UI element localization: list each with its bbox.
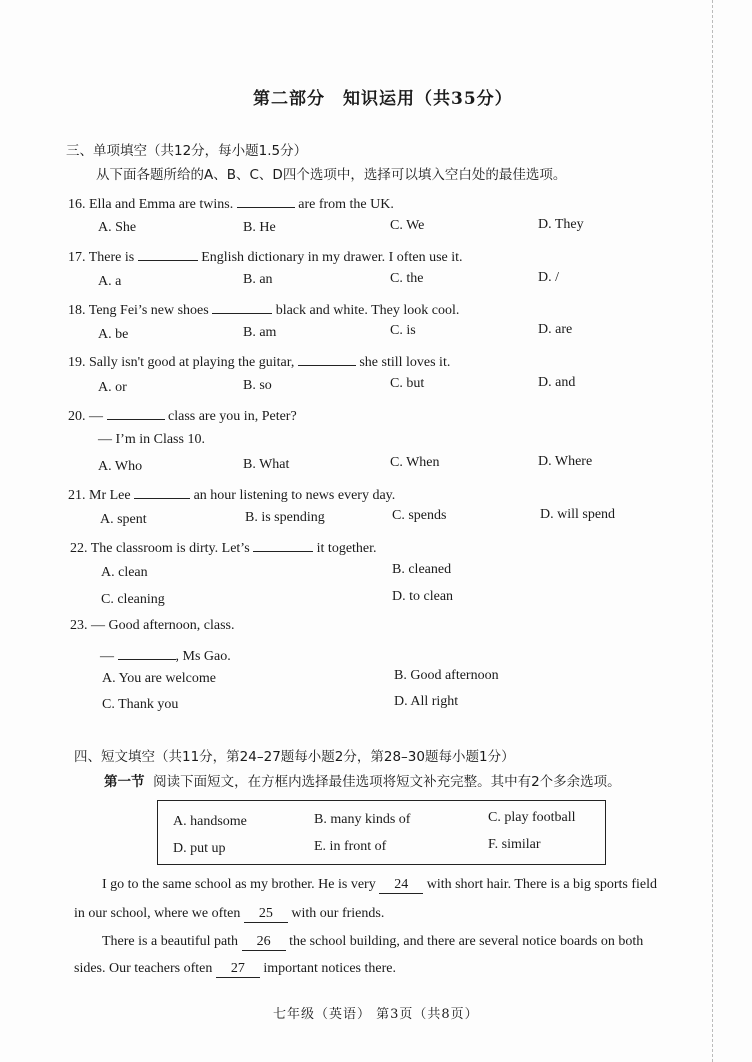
numbered-blank-27: 27: [216, 961, 260, 978]
question-text-pre: Sally isn't good at playing the guitar,: [89, 355, 298, 370]
option-b: B. so: [243, 378, 272, 393]
question-text-post: class are you in, Peter?: [164, 409, 297, 424]
option-c: C. cleaning: [101, 592, 165, 607]
passage-text: sides. Our teachers often: [74, 961, 216, 976]
box-option-e: E. in front of: [314, 839, 387, 854]
question-18: [68, 299, 459, 319]
question-text-pre: Teng Fei’s new shoes: [88, 303, 213, 318]
passage-text: with short hair. There is a big sports field: [423, 877, 658, 892]
numbered-blank-24: 24: [379, 877, 423, 894]
option-c: C. but: [390, 376, 425, 391]
passage-text: the school building, and there are several notice boards on both: [285, 934, 644, 949]
answer-blank: [298, 351, 356, 366]
answer-blank: [134, 484, 190, 499]
question-number: 19.: [68, 355, 86, 370]
question-text-post: English dictionary in my drawer. I often use it.: [197, 250, 463, 265]
question-number: 16.: [68, 197, 86, 212]
option-d: D. and: [538, 375, 576, 390]
dialogue-reply: [100, 645, 231, 665]
section3-instruction: 从下面各题所给的A、B、C、D四个选项中，选择可以填入空白处的最佳选项。: [96, 167, 567, 183]
reply-pre: —: [100, 649, 118, 664]
question-text-post: an hour listening to news every day.: [190, 488, 396, 503]
question-19: [68, 351, 450, 371]
question-22: [70, 537, 377, 557]
option-a: A. She: [98, 220, 137, 235]
answer-blank: [237, 193, 295, 208]
option-b: B. am: [243, 325, 277, 340]
passage-line-2: [74, 906, 384, 923]
option-c: C. spends: [392, 508, 447, 523]
box-option-f: F. similar: [488, 837, 541, 852]
question-17: [68, 246, 463, 266]
question-number: 22.: [70, 541, 88, 556]
answer-blank: [212, 299, 272, 314]
option-d: D. /: [538, 270, 559, 285]
question-number: 23.: [70, 618, 88, 633]
option-a: A. You are welcome: [102, 671, 216, 686]
section4-instruction: [104, 770, 621, 790]
scan-edge-line: [712, 0, 713, 1062]
question-text-pre: Mr Lee: [89, 488, 135, 503]
option-d: D. All right: [394, 694, 459, 709]
option-c: C. Thank you: [102, 697, 179, 712]
question-number: 20.: [68, 409, 86, 424]
question-number: 21.: [68, 488, 86, 503]
option-a: A. a: [98, 274, 122, 289]
question-text-pre: —: [89, 409, 107, 424]
instruction-text: 阅读下面短文，在方框内选择最佳选项将短文补充完整。其中有2个多余选项。: [153, 774, 621, 790]
option-b: B. is spending: [245, 510, 325, 525]
passage-line-3: [102, 934, 643, 951]
question-number: 17.: [68, 250, 86, 265]
option-b: B. He: [243, 220, 276, 235]
option-b: B. What: [243, 457, 290, 472]
option-d: D. to clean: [392, 589, 454, 604]
question-20: [68, 405, 297, 425]
option-b: B. an: [243, 272, 273, 287]
option-d: D. Where: [538, 454, 593, 469]
numbered-blank-25: 25: [244, 906, 288, 923]
passage-text: I go to the same school as my brother. He is very: [102, 877, 380, 892]
question-21: [68, 484, 395, 504]
question-text-post: black and white. They look cool.: [272, 303, 460, 318]
option-a: A. or: [98, 380, 127, 395]
section4-heading: 四、短文填空（共11分，第24–27题每小题2分，第28–30题每小题1分）: [74, 749, 515, 765]
section3-heading: 三、单项填空（共12分，每小题1.5分）: [66, 143, 308, 159]
option-a: A. be: [98, 327, 129, 342]
option-a: A. spent: [100, 512, 147, 527]
box-option-d: D. put up: [173, 841, 226, 856]
answer-blank: [138, 246, 198, 261]
option-c: C. We: [390, 218, 425, 233]
option-c: C. the: [390, 271, 424, 286]
question-text-pre: There is: [88, 250, 138, 265]
option-b: B. cleaned: [392, 562, 452, 577]
answer-blank: [253, 537, 313, 552]
page-title: 第二部分 知识运用（共35分）: [253, 89, 513, 109]
passage-line-4: [74, 961, 396, 978]
passage-line-1: [102, 877, 657, 894]
question-16: [68, 193, 394, 213]
option-c: C. When: [390, 455, 440, 470]
option-d: D. They: [538, 217, 584, 232]
page-footer: 七年级（英语） 第3页（共8页）: [273, 1007, 479, 1022]
passage-text: in our school, where we often: [74, 906, 244, 921]
answer-blank: [118, 645, 176, 660]
numbered-blank-26: 26: [242, 934, 286, 951]
option-a: A. clean: [101, 565, 148, 580]
question-text-post: it together.: [313, 541, 377, 556]
passage-text: important notices there.: [259, 961, 396, 976]
passage-text: with our friends.: [287, 906, 385, 921]
option-c: C. is: [390, 323, 416, 338]
answer-blank: [107, 405, 165, 420]
option-d: D. will spend: [540, 507, 616, 522]
option-b: B. Good afternoon: [394, 668, 499, 683]
question-text-pre: Ella and Emma are twins.: [89, 197, 237, 212]
question-23: [70, 618, 234, 634]
question-number: 18.: [68, 303, 86, 318]
subsection-label: 第一节: [104, 774, 145, 790]
reply-post: , Ms Gao.: [175, 649, 231, 664]
option-d: D. are: [538, 322, 573, 337]
question-text-post: she still loves it.: [355, 355, 451, 370]
passage-text: There is a beautiful path: [102, 934, 242, 949]
box-option-b: B. many kinds of: [314, 812, 411, 827]
question-text-pre: — Good afternoon, class.: [91, 618, 235, 633]
option-a: A. Who: [98, 459, 143, 474]
box-option-c: C. play football: [488, 810, 576, 825]
question-text-post: are from the UK.: [294, 197, 394, 212]
question-text-pre: The classroom is dirty. Let’s: [90, 541, 254, 556]
box-option-a: A. handsome: [173, 814, 247, 829]
dialogue-reply: — I’m in Class 10.: [98, 432, 205, 447]
